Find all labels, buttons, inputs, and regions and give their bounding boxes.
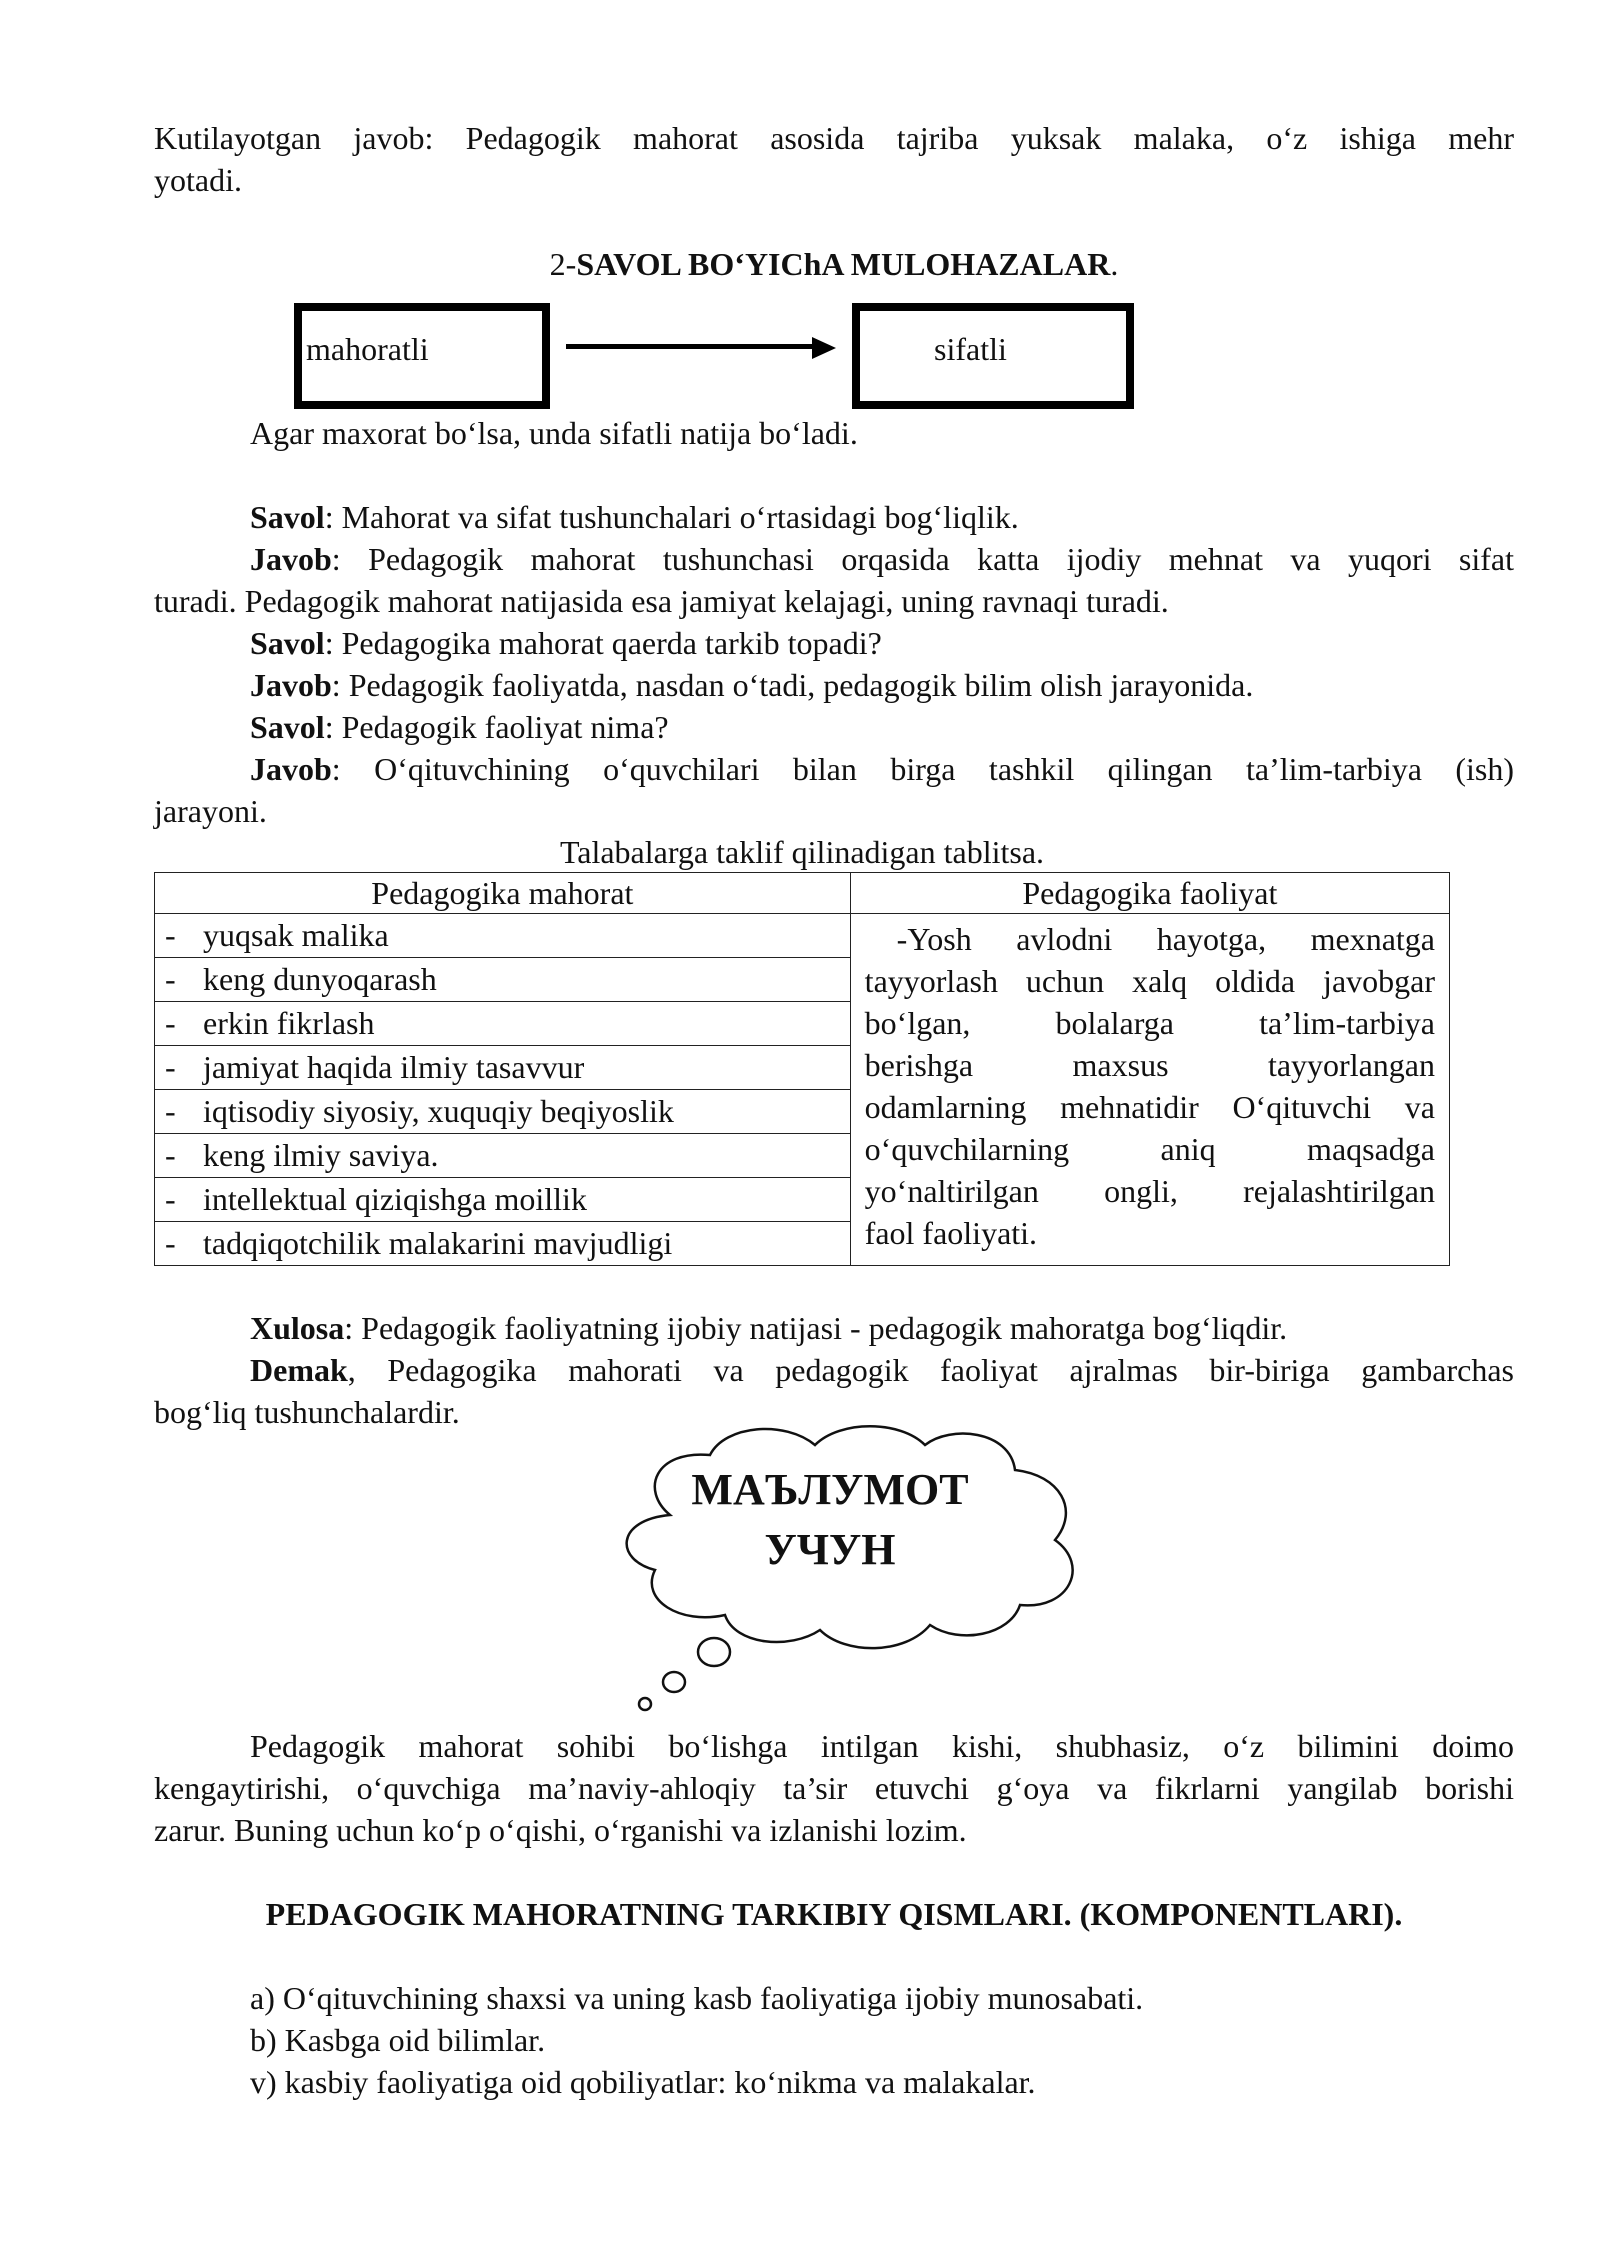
- intro-line-1: Kutilayotgan javob: Pedagogik mahorat asosida tajriba yuksak malaka, o‘z ishiga mehr: [154, 120, 1514, 156]
- faoliyat-cell: [850, 914, 1449, 1266]
- qa-label: Savol: [250, 625, 325, 661]
- xulosa-text: : Pedagogik faoliyatning ijobiy natijasi - pedagogik mahoratga bog‘liqdir.: [344, 1310, 1288, 1346]
- qa-javob-1: [250, 538, 1514, 580]
- dash-marker: -: [165, 1005, 176, 1041]
- qa-savol-1: [250, 496, 1019, 538]
- dash-marker: -: [165, 1137, 176, 1173]
- paragraph2-line-2: kengaytirishi, o‘quvchiga ma’naviy-ahloqiy ta’sir etuvchi g‘oya va fikrlarni yangilab borishi: [154, 1770, 1514, 1806]
- demak-text: , Pedagogika mahorati va pedagogik faoliyat ajralmas bir-biriga gambarchas: [347, 1352, 1514, 1388]
- mahorat-item-text: keng dunyoqarash: [203, 961, 437, 997]
- mahorat-item-text: jamiyat haqida ilmiy tasavvur: [203, 1049, 585, 1085]
- qa-javob-1-cont: turadi. Pedagogik mahorat natijasida esa jamiyat kelajagi, uning ravnaqi turadi.: [154, 583, 1169, 619]
- mahorat-item-text: keng ilmiy saviya.: [203, 1137, 439, 1173]
- qa-text: : Mahorat va sifat tushunchalari o‘rtasidagi bog‘liqlik.: [324, 499, 1019, 535]
- section-heading: [154, 243, 1514, 285]
- dash-marker: -: [165, 917, 176, 953]
- faoliyat-line: yo‘naltirilgan ongli, rejalashtirilgan: [864, 1173, 1435, 1209]
- cloud-line-2: УЧУН: [764, 1525, 896, 1574]
- mahoratli-label: mahoratli: [306, 331, 429, 367]
- qa-label: Savol: [250, 709, 325, 745]
- qa-label: Javob: [250, 667, 332, 703]
- table-header-mahorat: Pedagogika mahorat: [155, 873, 851, 914]
- mahorat-item-text: iqtisodiy siyosiy, xuquqiy beqiyoslik: [203, 1093, 674, 1129]
- dash-marker: -: [165, 1181, 176, 1217]
- sifatli-box: [852, 303, 1134, 409]
- qa-label: Javob: [250, 751, 332, 787]
- qa-javob-2: [250, 664, 1253, 706]
- component-item-a: a) O‘qituvchining shaxsi va uning kasb faoliyatiga ijobiy munosabati.: [250, 1980, 1144, 2016]
- mahorat-item-text: tadqiqotchilik malakarini mavjudligi: [203, 1225, 673, 1261]
- qa-javob-3: [250, 748, 1514, 790]
- table-header-row: [155, 873, 1450, 914]
- faoliyat-line: tayyorlash uchun xalq oldida javobgar: [864, 963, 1435, 999]
- demak-label: Demak: [250, 1352, 348, 1388]
- mahorat-item: [155, 1178, 851, 1222]
- mahorat-item-text: yuqsak malika: [203, 917, 389, 953]
- arrow-head-icon: [812, 337, 836, 359]
- dash-marker: -: [165, 1225, 176, 1261]
- table-row: [155, 914, 1450, 958]
- cloud-title: [660, 1460, 1000, 1580]
- mahoratli-box: [294, 303, 550, 409]
- mahorat-item: [155, 958, 851, 1002]
- qa-text: : Pedagogik faoliyatda, nasdan o‘tadi, pedagogik bilim olish jarayonida.: [331, 667, 1254, 703]
- faoliyat-line: o‘quvchilarning aniq maqsadga: [864, 1131, 1435, 1167]
- faoliyat-line: odamlarning mehnatidir O‘qituvchi va: [864, 1089, 1435, 1125]
- components-heading: PEDAGOGIK MAHORATNING TARKIBIY QISMLARI. (KOMPONENTLARI).: [265, 1896, 1403, 1932]
- paragraph2-line-1: Pedagogik mahorat sohibi bo‘lishga intilgan kishi, shubhasiz, o‘z bilimini doimo: [250, 1728, 1514, 1764]
- mahorat-item-text: intellektual qiziqishga moillik: [203, 1181, 587, 1217]
- table-header-faoliyat: Pedagogika faoliyat: [850, 873, 1449, 914]
- dash-marker: -: [165, 961, 176, 997]
- table-caption: Talabalarga taklif qilinadigan tablitsa.: [559, 834, 1045, 870]
- heading-prefix: 2-: [549, 246, 577, 282]
- heading-bold: SAVOL BO‘YIChA MULOHAZALAR: [576, 246, 1111, 282]
- intro-line-2: yotadi.: [154, 162, 242, 198]
- demak-cont: bog‘liq tushunchalardir.: [154, 1394, 460, 1430]
- dash-marker: -: [165, 1049, 176, 1085]
- dash-marker: -: [165, 1093, 176, 1129]
- sifatli-label: sifatli: [934, 331, 1007, 367]
- faoliyat-line: bo‘lgan, bolalarga ta’lim-tarbiya: [864, 1005, 1435, 1041]
- qa-savol-2: [250, 622, 882, 664]
- qa-text: : Pedagogik mahorat tushunchasi orqasida katta ijodiy mehnat va yuqori sifat: [331, 541, 1514, 577]
- mahorat-item: [155, 1002, 851, 1046]
- arrow-shaft: [566, 344, 814, 349]
- mahorat-item: [155, 1222, 851, 1266]
- xulosa-label: Xulosa: [250, 1310, 345, 1346]
- qa-text: : Pedagogik faoliyat nima?: [324, 709, 669, 745]
- paragraph2-line-3: zarur. Buning uchun ko‘p o‘qishi, o‘rganishi va izlanishi lozim.: [154, 1812, 967, 1848]
- xulosa: [250, 1307, 1287, 1349]
- mahorat-item: [155, 1090, 851, 1134]
- faoliyat-line: -Yosh avlodni hayotga, mexnatga: [896, 921, 1435, 957]
- mahorat-item-text: erkin fikrlash: [203, 1005, 375, 1041]
- qa-label: Javob: [250, 541, 332, 577]
- component-item-b: b) Kasbga oid bilimlar.: [250, 2022, 546, 2058]
- cloud-line-1: МАЪЛУМОТ: [691, 1465, 969, 1514]
- qa-javob-3-cont: jarayoni.: [154, 793, 267, 829]
- qa-savol-3: [250, 706, 669, 748]
- qa-label: Savol: [250, 499, 325, 535]
- faoliyat-line: faol faoliyati.: [864, 1215, 1038, 1251]
- qa-text: : Pedagogika mahorat qaerda tarkib topadi?: [324, 625, 882, 661]
- demak: [250, 1349, 1514, 1391]
- qa-text: : O‘qituvchining o‘quvchilari bilan birga tashkil qilingan ta’lim-tarbiya (ish): [331, 751, 1514, 787]
- mahorat-item: [155, 1134, 851, 1178]
- faoliyat-line: berishga maxsus tayyorlangan: [864, 1047, 1435, 1083]
- mahorat-item: [155, 1046, 851, 1090]
- mahorat-item: [155, 914, 851, 958]
- heading-suffix: .: [1110, 246, 1119, 282]
- diagram-caption: Agar maxorat bo‘lsa, unda sifatli natija bo‘ladi.: [250, 415, 858, 451]
- comparison-table: [154, 872, 1450, 1266]
- component-item-v: v) kasbiy faoliyatiga oid qobiliyatlar: ko‘nikma va malakalar.: [250, 2064, 1036, 2100]
